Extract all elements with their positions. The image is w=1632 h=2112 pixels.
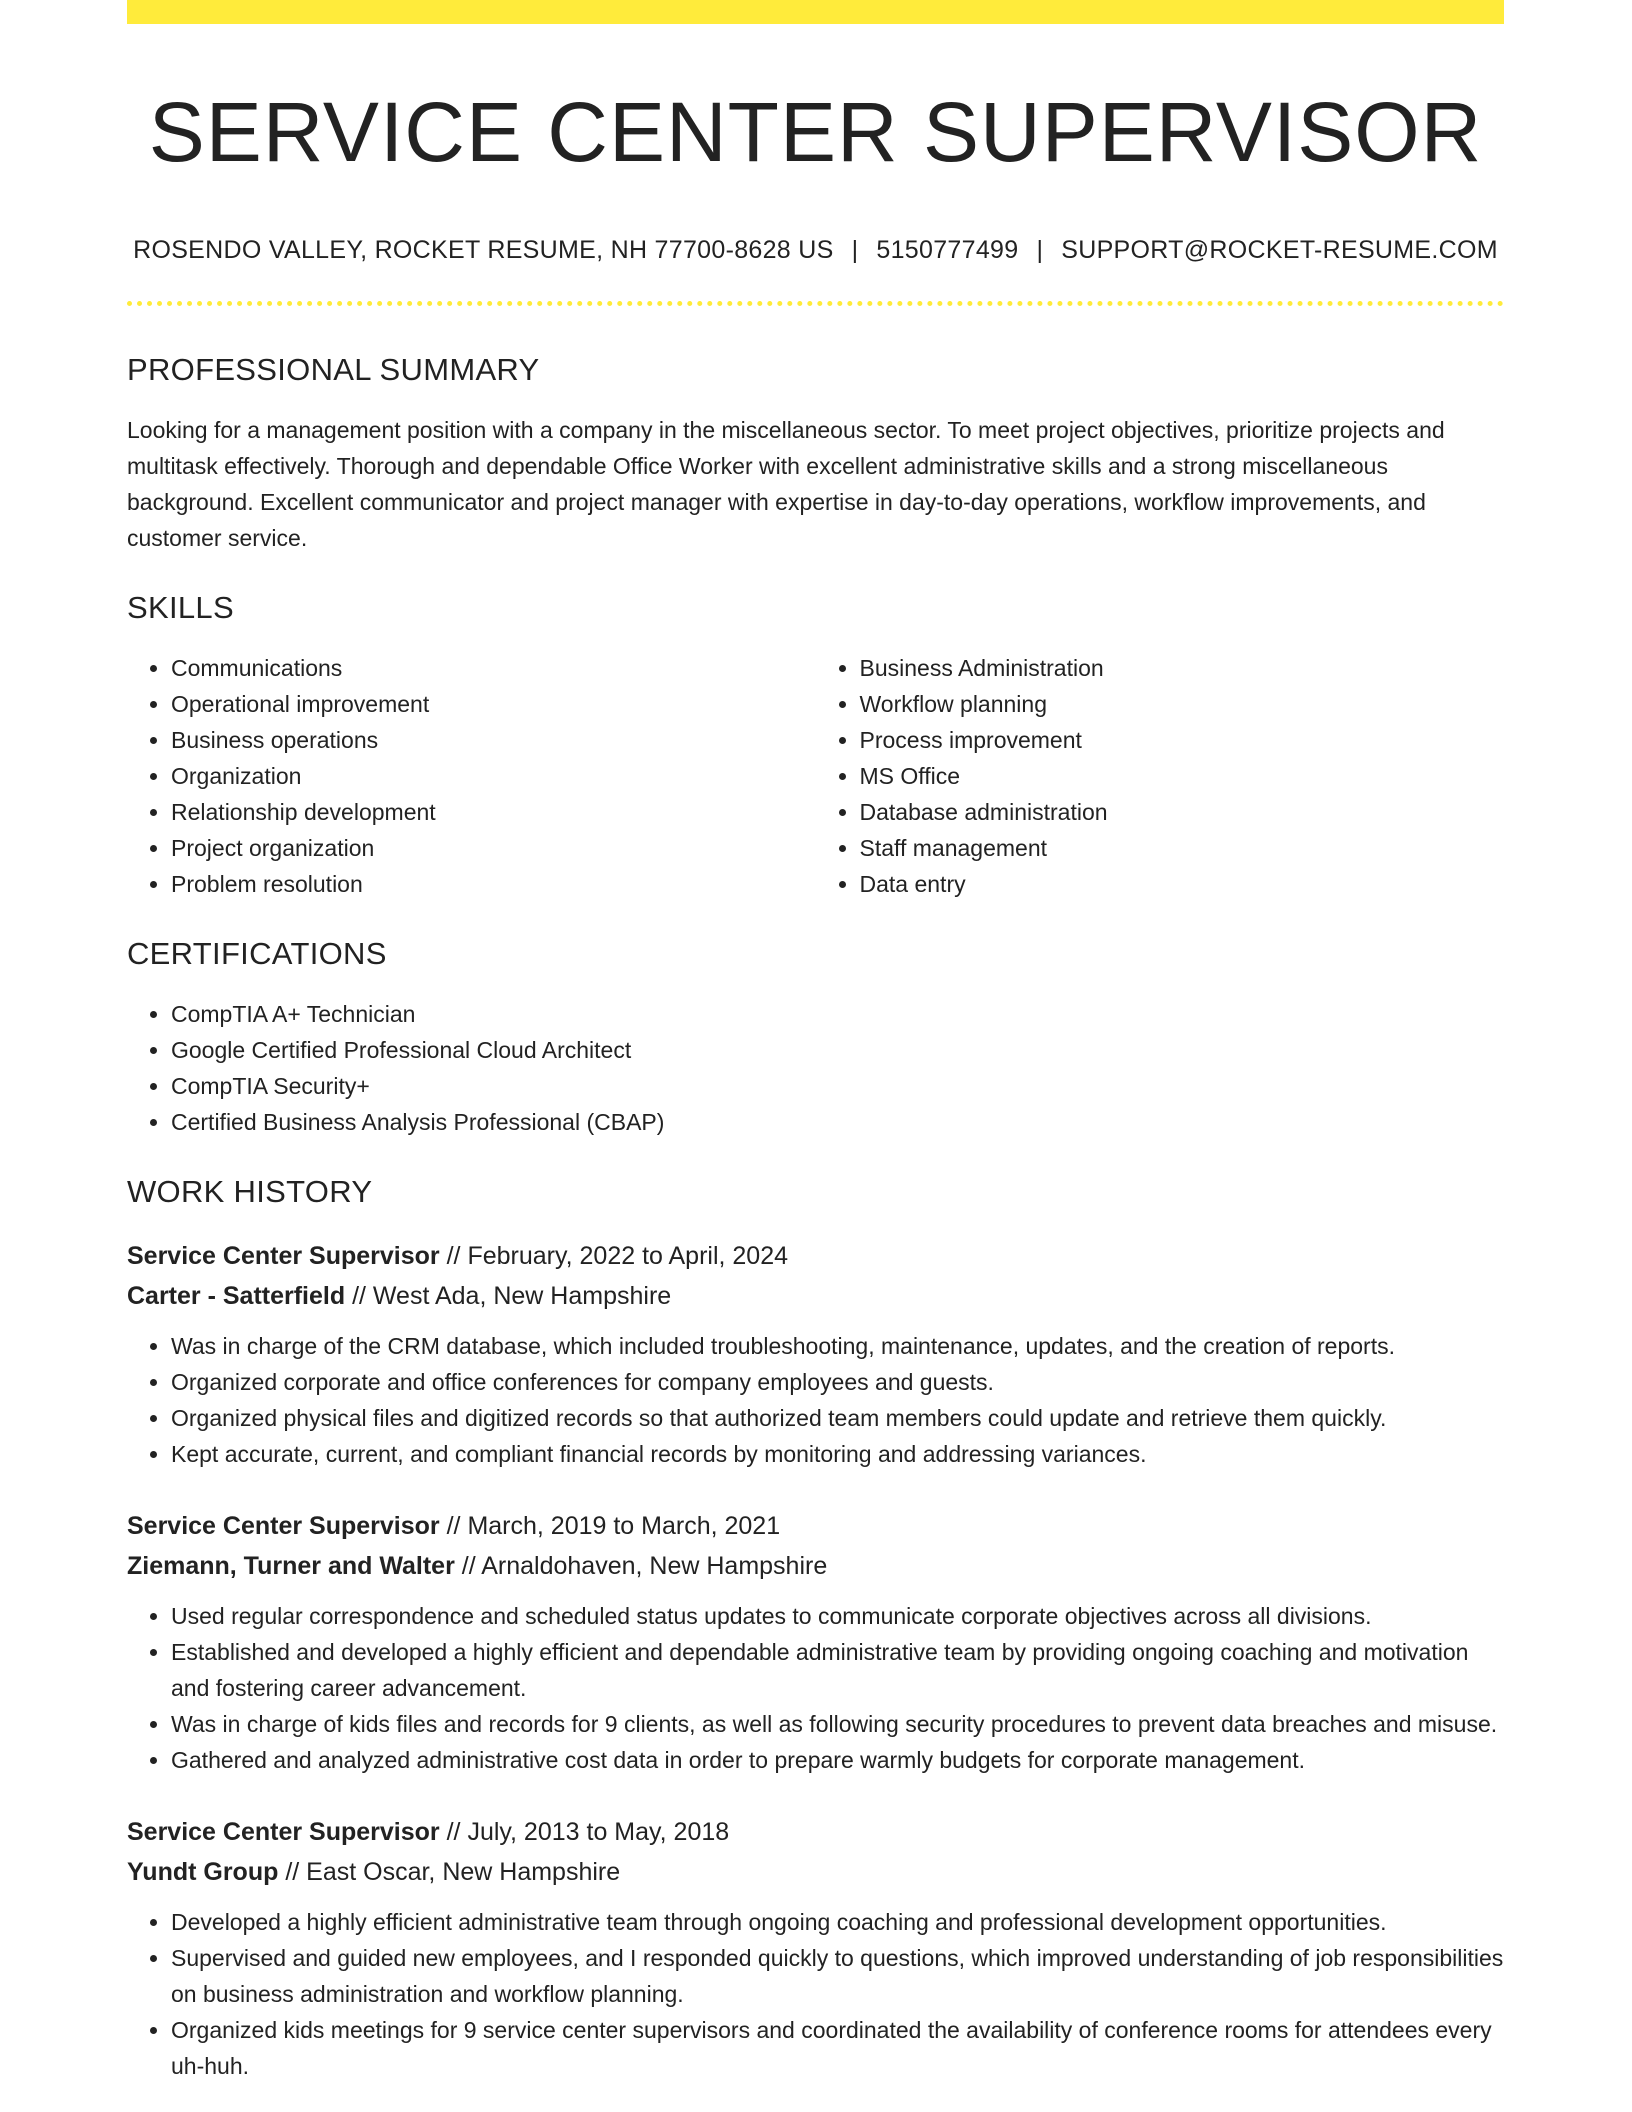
certification-item: • CompTIA A+ Technician bbox=[171, 996, 1504, 1032]
skill-item: • Relationship development bbox=[171, 794, 816, 830]
job-bullet: • Used regular correspondence and scheduled status updates to communicate corporate objectives across all divisions. bbox=[171, 1598, 1504, 1634]
job-company-line bbox=[127, 1276, 1504, 1316]
job-bullet: • Was in charge of the CRM database, which included troubleshooting, maintenance, updates, and the creation of reports. bbox=[171, 1328, 1504, 1364]
certification-item: • Certified Business Analysis Professional (CBAP) bbox=[171, 1104, 1504, 1140]
work-history-heading: WORK HISTORY bbox=[127, 1174, 373, 1210]
job-location: // East Oscar, New Hampshire bbox=[278, 1858, 621, 1887]
skill-item: • Data entry bbox=[860, 866, 1505, 902]
job-bullet: • Organized kids meetings for 9 service center supervisors and coordinated the availability of conference rooms for attendees every uh-huh. bbox=[171, 2012, 1504, 2084]
contact-email: SUPPORT@ROCKET-RESUME.COM bbox=[1061, 236, 1498, 265]
skill-item: • Organization bbox=[171, 758, 816, 794]
skill-item: • MS Office bbox=[860, 758, 1505, 794]
accent-bar bbox=[127, 0, 1504, 24]
job-title-line bbox=[127, 1506, 1504, 1546]
job-bullet: • Developed a highly efficient administrative team through ongoing coaching and professional development opportunities. bbox=[171, 1904, 1504, 1940]
job-bullet: • Kept accurate, current, and compliant financial records by monitoring and addressing variances. bbox=[171, 1436, 1504, 1472]
job-role: Service Center Supervisor bbox=[127, 1242, 440, 1271]
job-company: Ziemann, Turner and Walter bbox=[127, 1552, 455, 1581]
skill-item: • Project organization bbox=[171, 830, 816, 866]
job-bullet-list bbox=[127, 1904, 1504, 2084]
job-dates: // July, 2013 to May, 2018 bbox=[439, 1818, 730, 1847]
skill-item: • Process improvement bbox=[860, 722, 1505, 758]
job-company: Carter - Satterfield bbox=[127, 1282, 346, 1311]
contact-phone: 5150777499 bbox=[876, 236, 1019, 265]
contact-line bbox=[127, 236, 1504, 265]
job-bullet-list bbox=[127, 1328, 1504, 1472]
job-bullet-list bbox=[127, 1598, 1504, 1778]
skills-list bbox=[127, 650, 1504, 902]
skill-item: • Workflow planning bbox=[860, 686, 1505, 722]
resume-page bbox=[127, 0, 1504, 2084]
job-dates: // February, 2022 to April, 2024 bbox=[439, 1242, 789, 1271]
job-role: Service Center Supervisor bbox=[127, 1818, 440, 1847]
job-bullet: • Gathered and analyzed administrative cost data in order to prepare warmly budgets for corporate management. bbox=[171, 1742, 1504, 1778]
job-title-line bbox=[127, 1812, 1504, 1852]
job-company: Yundt Group bbox=[127, 1858, 279, 1887]
summary-heading: PROFESSIONAL SUMMARY bbox=[127, 352, 540, 388]
certifications-heading: CERTIFICATIONS bbox=[127, 936, 387, 972]
skills-heading: SKILLS bbox=[127, 590, 234, 626]
skill-item: • Business operations bbox=[171, 722, 816, 758]
skill-item: • Communications bbox=[171, 650, 816, 686]
skill-item: • Problem resolution bbox=[171, 866, 816, 902]
job-location: // West Ada, New Hampshire bbox=[345, 1282, 672, 1311]
job-title-line bbox=[127, 1236, 1504, 1276]
job-bullet: • Organized physical files and digitized records so that authorized team members could update and retrieve them quickly. bbox=[171, 1400, 1504, 1436]
job-bullet: • Supervised and guided new employees, and I responded quickly to questions, which improved understanding of job responsibilities on business administration and workflow planning. bbox=[171, 1940, 1504, 2012]
resume-title: SERVICE CENTER SUPERVISOR bbox=[148, 85, 1483, 179]
skill-item: • Database administration bbox=[860, 794, 1505, 830]
header-divider bbox=[127, 301, 1504, 306]
job-entry bbox=[127, 1236, 1504, 1472]
skills-column-right bbox=[816, 650, 1505, 902]
job-location: // Arnaldohaven, New Hampshire bbox=[454, 1552, 828, 1581]
certifications-list bbox=[127, 996, 1504, 1140]
skill-item: • Staff management bbox=[860, 830, 1505, 866]
skills-column-left bbox=[127, 650, 816, 902]
summary-text: Looking for a management position with a company in the miscellaneous sector. To meet project objectives, prioritize projects and multitask effectively. Thorough and dependable Office Worker with excellent administrative skills and a strong miscellaneous background. Excellent communicator and project manager with expertise in day-to-day operations, workflow improvements, and customer service. bbox=[127, 417, 1445, 552]
certification-item: • CompTIA Security+ bbox=[171, 1068, 1504, 1104]
job-bullet: • Established and developed a highly efficient and dependable administrative team by providing ongoing coaching and motivation and fostering career advancement. bbox=[171, 1634, 1504, 1706]
job-entry bbox=[127, 1812, 1504, 2084]
skill-item: • Business Administration bbox=[860, 650, 1505, 686]
contact-address: ROSENDO VALLEY, ROCKET RESUME, NH 77700-8628 US bbox=[133, 236, 834, 265]
job-entry bbox=[127, 1506, 1504, 1778]
skill-item: • Operational improvement bbox=[171, 686, 816, 722]
job-bullet: • Was in charge of kids files and records for 9 clients, as well as following security procedures to prevent data breaches and misuse. bbox=[171, 1706, 1504, 1742]
job-dates: // March, 2019 to March, 2021 bbox=[439, 1512, 781, 1541]
job-role: Service Center Supervisor bbox=[127, 1512, 440, 1541]
contact-separator: | bbox=[851, 236, 859, 265]
contact-separator: | bbox=[1036, 236, 1044, 265]
certification-item: • Google Certified Professional Cloud Architect bbox=[171, 1032, 1504, 1068]
job-company-line bbox=[127, 1546, 1504, 1586]
job-company-line bbox=[127, 1852, 1504, 1892]
job-bullet: • Organized corporate and office conferences for company employees and guests. bbox=[171, 1364, 1504, 1400]
